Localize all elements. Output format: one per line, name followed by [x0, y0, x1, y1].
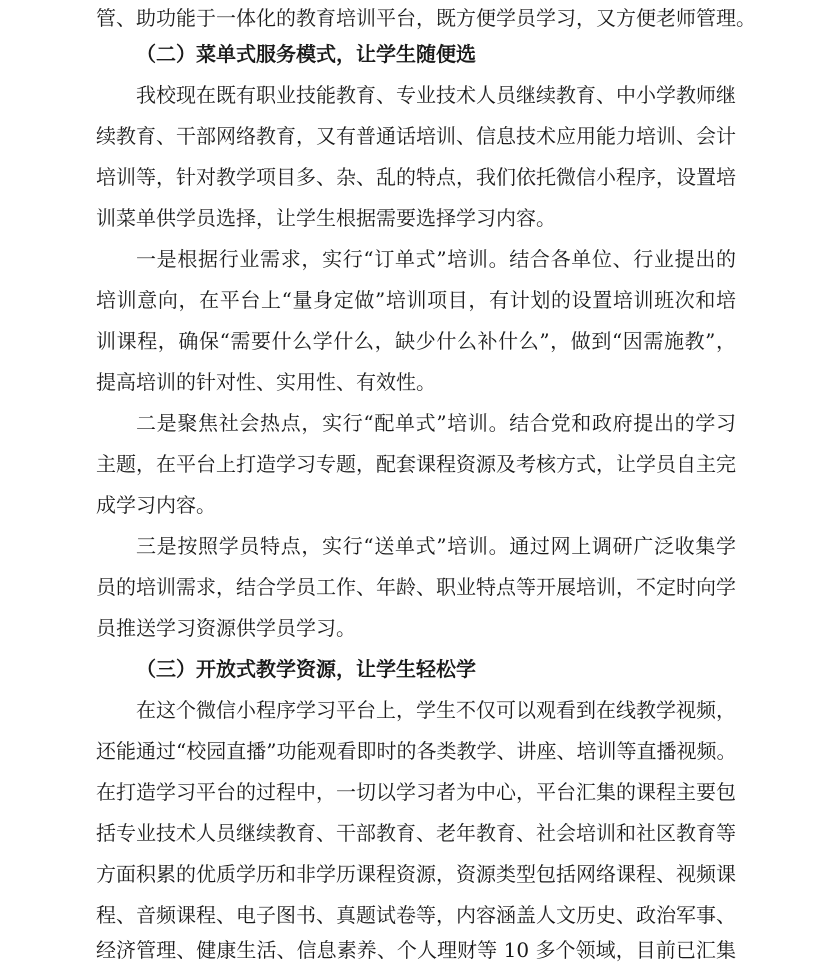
section-heading: （三）开放式教学资源，让学生轻松学 [136, 657, 476, 681]
text-line: 训菜单供学员选择，让学生根据需要选择学习内容。 [96, 206, 556, 230]
text-line: 提高培训的针对性、实用性、有效性。 [96, 370, 436, 394]
section-heading: （二）菜单式服务模式，让学生随便选 [136, 42, 476, 66]
text-line: 我校现在既有职业技能教育、专业技术人员继续教育、中小学教师继 [136, 83, 736, 107]
text-line: 经济管理、健康生活、信息素养、个人理财等 10 多个领域，目前已汇集 [96, 938, 736, 962]
text-line: 员推送学习资源供学员学习。 [96, 616, 356, 640]
text-line: 续教育、干部网络教育，又有普通话培训、信息技术应用能力培训、会计 [96, 124, 736, 148]
text-line: 成学习内容。 [96, 493, 216, 517]
text-line: 主题，在平台上打造学习专题，配套课程资源及考核方式，让学员自主完 [96, 452, 736, 476]
text-line: 方面积累的优质学历和非学历课程资源，资源类型包括网络课程、视频课 [96, 862, 736, 886]
text-line: 还能通过“校园直播”功能观看即时的各类教学、讲座、培训等直播视频。 [96, 739, 737, 763]
text-line: 括专业技术人员继续教育、干部教育、老年教育、社会培训和社区教育等 [96, 821, 736, 845]
text-line: 培训等，针对教学项目多、杂、乱的特点，我们依托微信小程序，设置培 [96, 165, 736, 189]
text-line: 培训意向，在平台上“量身定做”培训项目，有计划的设置培训班次和培 [96, 288, 736, 312]
text-line: 程、音频课程、电子图书、真题试卷等，内容涵盖人文历史、政治军事、 [96, 903, 736, 927]
text-line: 员的培训需求，结合学员工作、年龄、职业特点等开展培训，不定时向学 [96, 575, 736, 599]
text-line: 管、助功能于一体化的教育培训平台，既方便学员学习，又方便老师管理。 [96, 6, 756, 30]
text-line: 一是根据行业需求，实行“订单式”培训。结合各单位、行业提出的 [136, 247, 736, 271]
text-line: 训课程，确保“需要什么学什么，缺少什么补什么”，做到“因需施教”， [96, 329, 736, 353]
text-line: 二是聚焦社会热点，实行“配单式”培训。结合党和政府提出的学习 [136, 411, 736, 435]
text-line: 三是按照学员特点，实行“送单式”培训。通过网上调研广泛收集学 [136, 534, 736, 558]
text-line: 在这个微信小程序学习平台上，学生不仅可以观看到在线教学视频， [136, 698, 736, 722]
text-line: 在打造学习平台的过程中，一切以学习者为中心，平台汇集的课程主要包 [96, 780, 736, 804]
